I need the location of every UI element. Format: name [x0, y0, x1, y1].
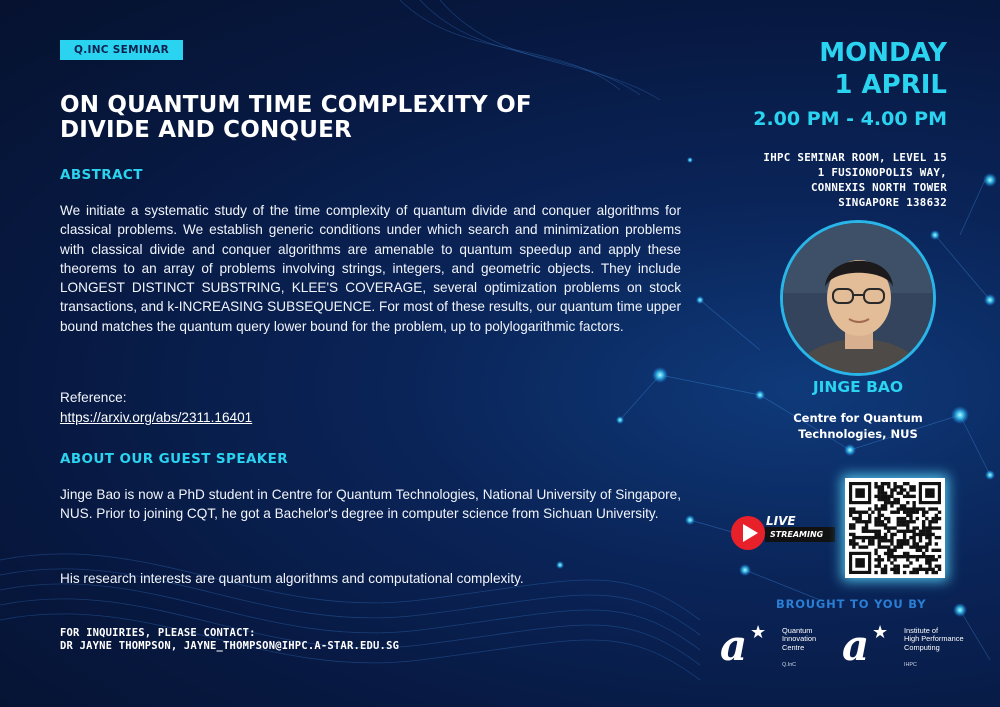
venue-line: 1 FUSIONOPOLIS WAY, [817, 166, 947, 179]
venue-line: IHPC SEMINAR ROOM, LEVEL 15 [763, 151, 947, 164]
venue-line: SINGAPORE 138632 [838, 196, 947, 209]
live-streaming-badge[interactable] [728, 513, 838, 553]
speaker-affiliation [760, 410, 956, 442]
about-speaker-paragraph: Jinge Bao is now a PhD student in Centre for Quantum Technologies, National University of Singapore, NUS. Prior to joining CQT, he got a Bachelor's degree in computer science from Sichuan University. [60, 487, 681, 522]
speaker-photo [780, 220, 936, 376]
contact-info [60, 627, 399, 653]
contact-label: FOR INQUIRIES, PLEASE CONTACT: [60, 627, 256, 639]
event-date: 1 APRIL [834, 70, 947, 100]
affiliation-line: Centre for Quantum [793, 411, 923, 425]
seminar-title: ON QUANTUM TIME COMPLEXITY OF DIVIDE AND CONQUER [60, 92, 532, 143]
venue-line: CONNEXIS NORTH TOWER [810, 181, 947, 194]
speaker-portrait-icon [783, 223, 933, 373]
contact-details: DR JAYNE THOMPSON, JAYNE_THOMPSON@IHPC.A-STAR.EDU.SG [60, 640, 400, 652]
streaming-label: STREAMING [770, 530, 824, 539]
logo-line: Computing [904, 642, 940, 652]
qinc-logo-sub: Q.InC [782, 662, 797, 668]
reference-label: Reference: [60, 390, 127, 405]
logo-line: Centre [782, 642, 805, 652]
event-time: 2.00 PM - 4.00 PM [753, 108, 947, 130]
logo-line: Innovation [782, 634, 817, 644]
star-icon: ★ [872, 622, 889, 643]
qinc-logo-text [782, 627, 816, 652]
affiliation-line: Technologies, NUS [798, 427, 918, 441]
ihpc-logo [842, 622, 982, 672]
qinc-logo [720, 622, 840, 672]
abstract-heading: ABSTRACT [60, 167, 143, 183]
star-icon: ★ [750, 622, 767, 643]
logo-line: Institute of [904, 626, 939, 635]
qr-code[interactable] [845, 478, 945, 578]
qinc-logo-mark: a [720, 621, 748, 670]
research-interests: His research interests are quantum algorithms and computational complexity. [60, 571, 524, 586]
live-label: LIVE [766, 514, 796, 528]
logo-line: High Performance [904, 634, 964, 644]
brought-to-you-by: BROUGHT TO YOU BY [776, 597, 927, 611]
ihpc-logo-mark: a [842, 621, 870, 670]
qr-code-icon [845, 478, 945, 578]
about-speaker-heading: ABOUT OUR GUEST SPEAKER [60, 451, 289, 467]
reference-link[interactable]: https://arxiv.org/abs/2311.16401 [60, 410, 253, 425]
abstract-text: We initiate a systematic study of the time complexity of quantum divide and conquer algorithms for classical problems. We establish generic conditions under which search and minimization problems with classical divide and conquer algorithms are amenable to quantum speedup and apply these theorems to an array of problems involving strings, integers, and geometric objects. They include LONGEST DISTINCT SUBSTRING, KLEE'S COVERAGE, several optimization problems on stock transactions, and k-INCREASING SUBSEQUENCE. For most of these results, our quantum time upper bound matches the quantum query lower bound for the problem, up to polylogarithmic factors. [60, 203, 681, 334]
ihpc-logo-text [904, 627, 964, 652]
logo-line: Quantum [782, 626, 813, 635]
ihpc-logo-sub: IHPC [904, 662, 917, 668]
speaker-name: JINGE BAO [812, 378, 904, 396]
seminar-tag: Q.INC SEMINAR [60, 40, 183, 60]
event-day: MONDAY [819, 38, 947, 68]
event-venue [763, 150, 947, 210]
